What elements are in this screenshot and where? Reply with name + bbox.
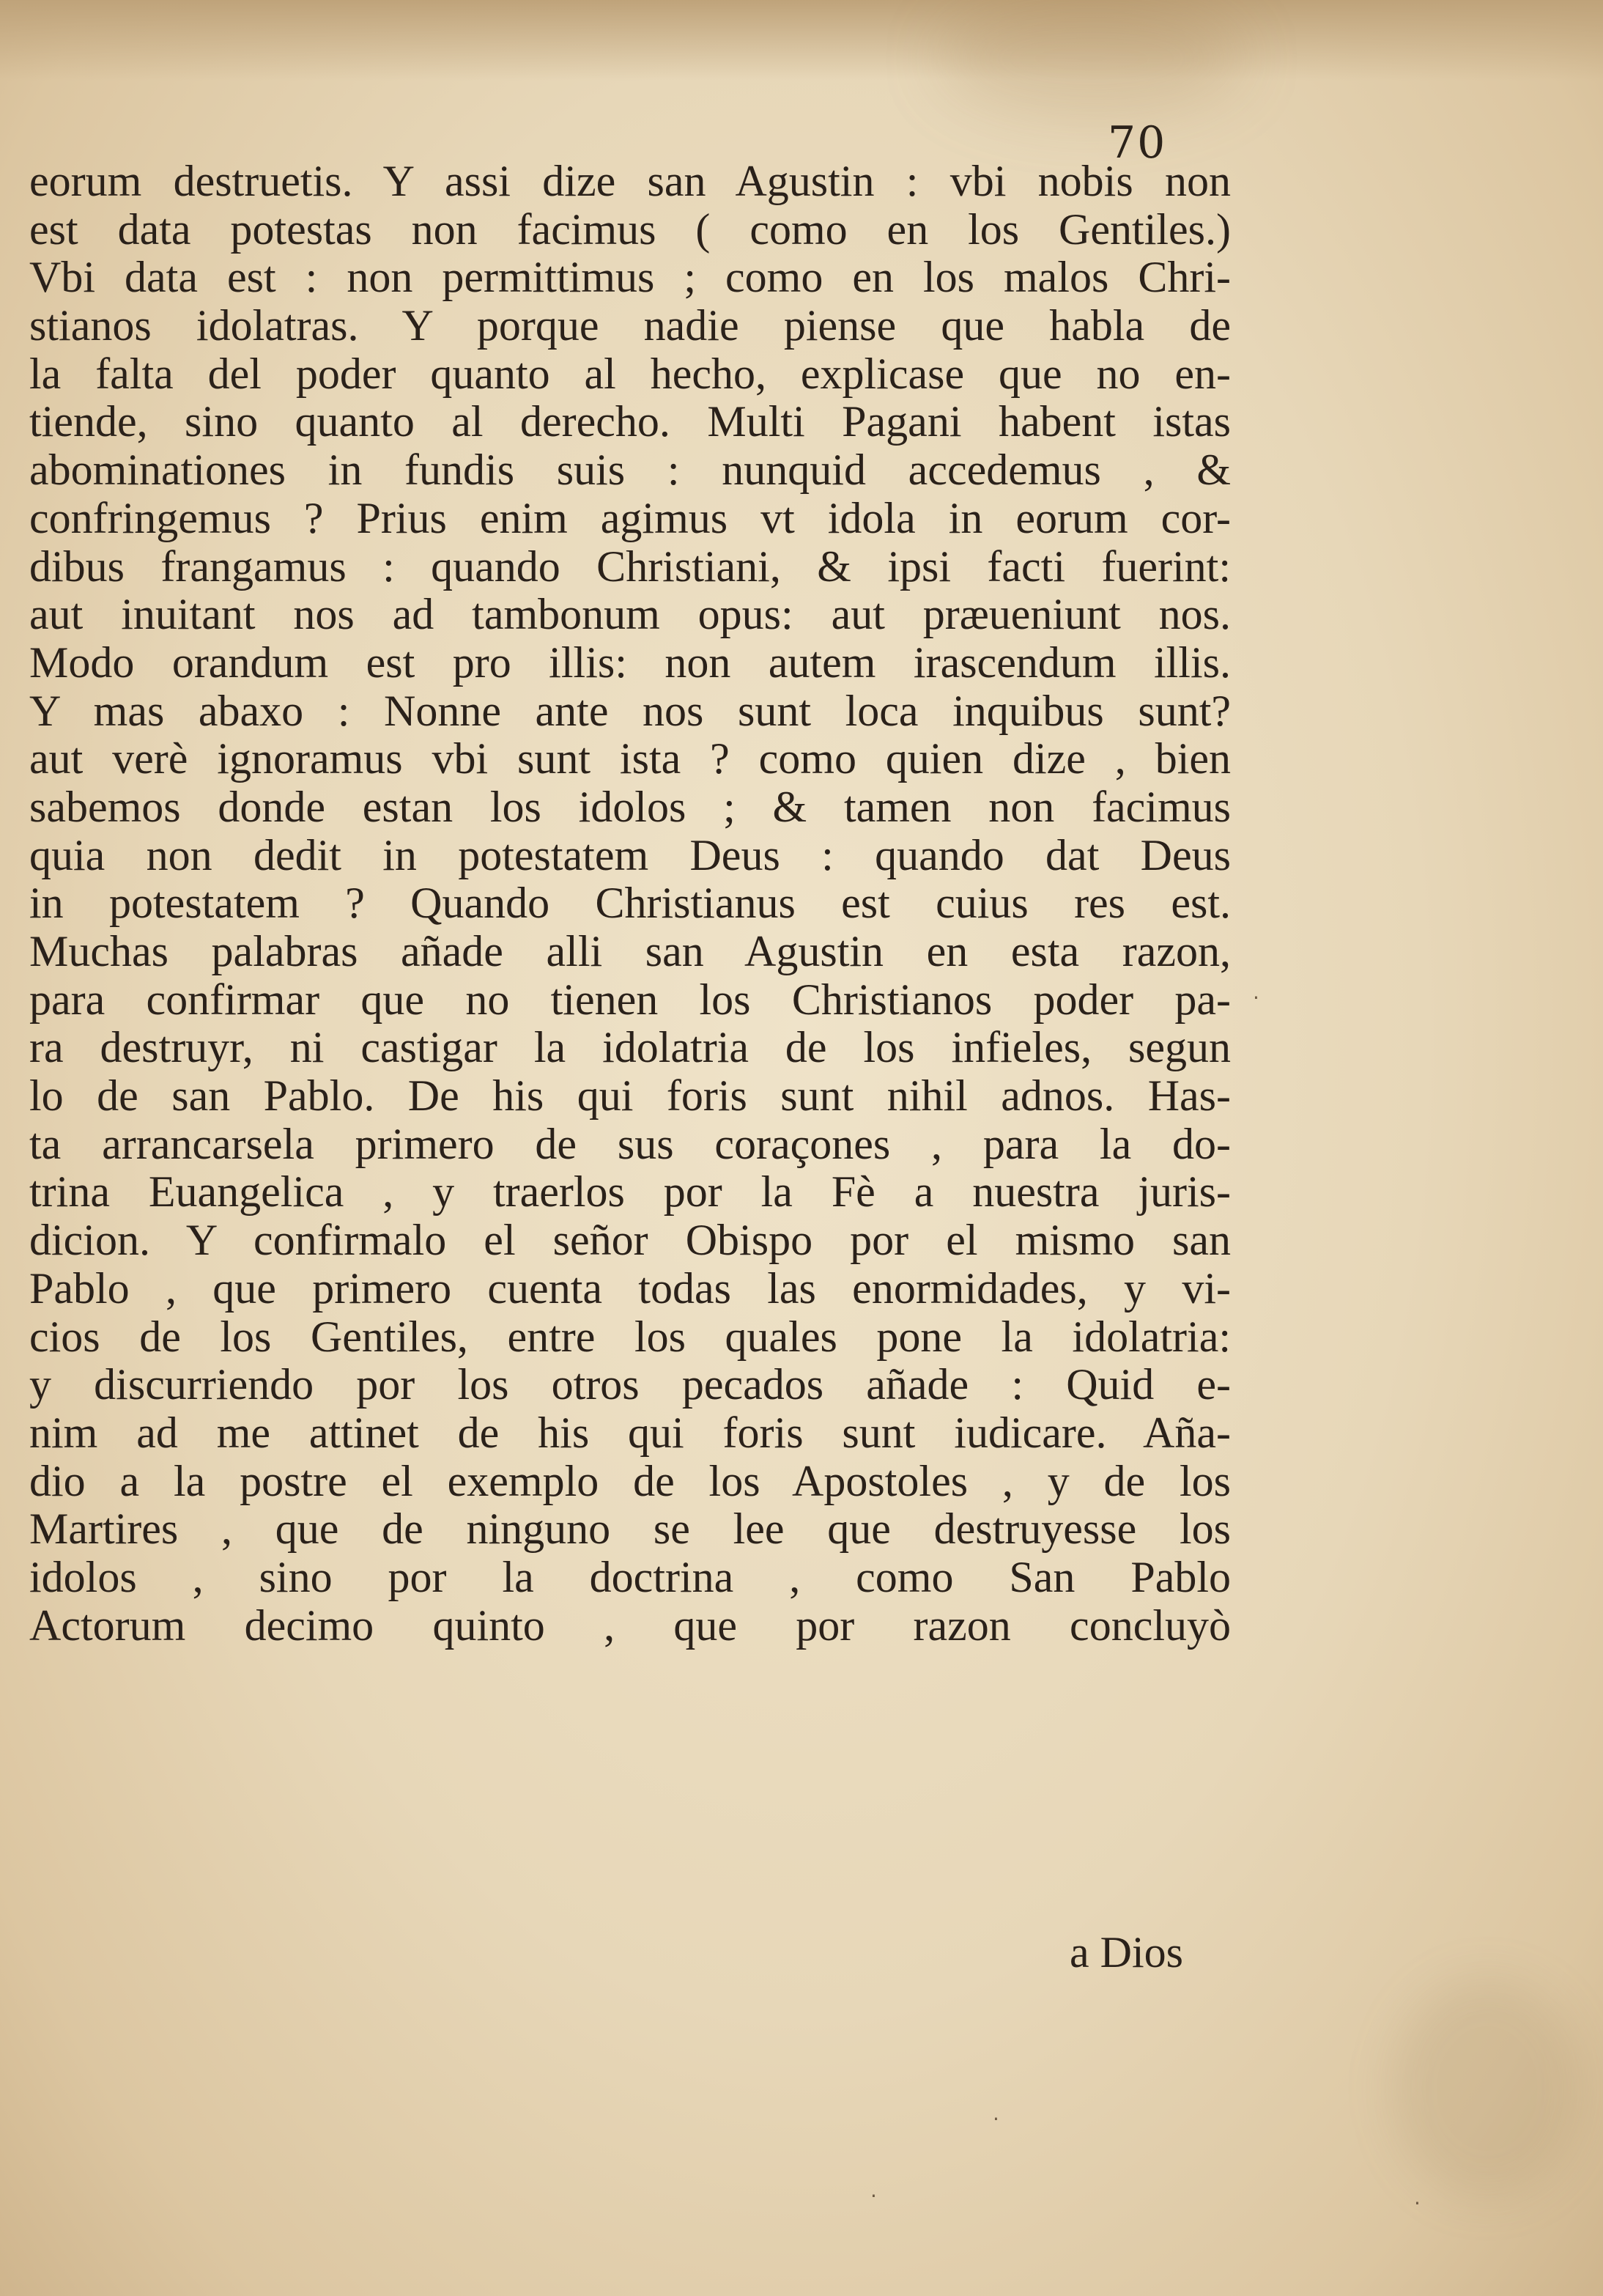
text-line: Muchas palabras añade alli san Agustin en esta razon, xyxy=(29,928,1231,975)
text-block xyxy=(29,158,1231,1650)
text-line: idolos , sino por la doctrina , como San Pablo xyxy=(29,1553,1231,1601)
text-line: Pablo , que primero cuenta todas las enormidades, y vi- xyxy=(29,1264,1231,1313)
text-line: est data potestas non facimus ( como en los Gentiles.) xyxy=(29,205,1231,254)
text-line: lo de san Pablo. De his qui foris sunt nihil adnos. Has- xyxy=(29,1072,1231,1121)
text-line: la falta del poder quanto al hecho, explicase que no en- xyxy=(29,350,1231,398)
text-line: nim ad me attinet de his qui foris sunt iudicare. Aña- xyxy=(29,1409,1231,1457)
text-line: ra destruyr, ni castigar la idolatria de los infieles, segun xyxy=(29,1024,1231,1072)
text-line: Vbi data est : non permittimus ; como en los malos Chri- xyxy=(29,254,1231,302)
text-line: dio a la postre el exemplo de los Apostoles , y de los xyxy=(29,1457,1231,1505)
ink-speck: · xyxy=(1414,2191,1421,2215)
folio-number: 70 xyxy=(1108,117,1167,169)
paper-stain xyxy=(1392,1979,1582,2199)
text-line: Actorum decimo quinto , que por razon concluyò xyxy=(29,1601,1231,1650)
text-line: confringemus ? Prius enim agimus vt idola in eorum cor- xyxy=(29,494,1231,542)
text-line: sabemos donde estan los idolos ; & tamen non facimus xyxy=(29,783,1231,831)
text-line: in potestatem ? Quando Christianus est cuius res est. xyxy=(29,879,1231,928)
text-line: Modo orandum est pro illis: non autem irascendum illis. xyxy=(29,638,1231,687)
text-line: Martires , que de ninguno se lee que destruyesse los xyxy=(29,1505,1231,1554)
text-line: cios de los Gentiles, entre los quales pone la idolatria: xyxy=(29,1313,1231,1361)
paper-stain xyxy=(938,0,1245,117)
text-line: dicion. Y confirmalo el señor Obispo por el mismo san xyxy=(29,1217,1231,1265)
text-line: aut verè ignoramus vbi sunt ista ? como quien dize , bien xyxy=(29,735,1231,783)
ink-speck: · xyxy=(870,2184,877,2208)
catchword: a Dios xyxy=(1070,1928,1183,1976)
page-edge-shading xyxy=(0,0,1603,81)
ink-speck: · xyxy=(993,2107,999,2131)
text-line: ta arrancarsela primero de sus coraçones , para la do- xyxy=(29,1120,1231,1168)
text-line: dibus frangamus : quando Christiani, & ipsi facti fuerint: xyxy=(29,542,1231,591)
text-line: tiende, sino quanto al derecho. Multi Pagani habent istas xyxy=(29,398,1231,446)
ink-speck: · xyxy=(1253,986,1259,1010)
text-line: eorum destruetis. Y assi dize san Agustin : vbi nobis non xyxy=(29,158,1231,205)
text-line: abominationes in fundis suis : nunquid accedemus , & xyxy=(29,446,1231,495)
text-line: stianos idolatras. Y porque nadie piense que habla de xyxy=(29,302,1231,350)
text-line: Y mas abaxo : Nonne ante nos sunt loca inquibus sunt? xyxy=(29,687,1231,735)
text-line: aut inuitant nos ad tambonum opus: aut præueniunt nos. xyxy=(29,591,1231,639)
text-line: y discurriendo por los otros pecados añade : Quid e- xyxy=(29,1361,1231,1409)
text-line: trina Euangelica , y traerlos por la Fè a nuestra juris- xyxy=(29,1168,1231,1217)
text-line: para confirmar que no tienen los Christianos poder pa- xyxy=(29,975,1231,1024)
text-line: quia non dedit in potestatem Deus : quando dat Deus xyxy=(29,831,1231,879)
